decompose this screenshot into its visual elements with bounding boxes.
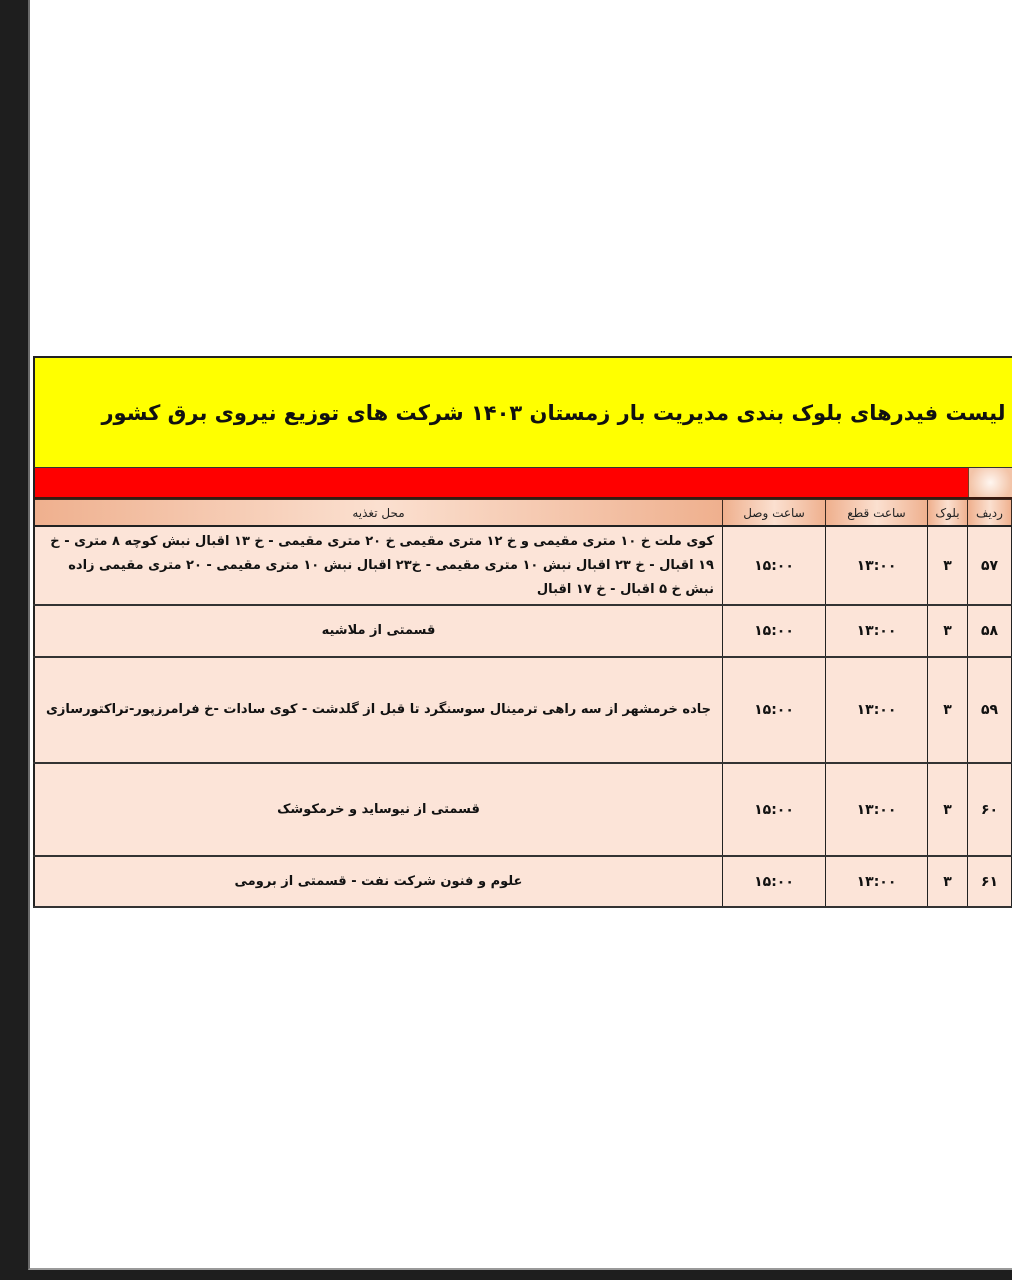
block-number: ۳ [928, 526, 968, 605]
cut-time: ۱۳:۰۰ [826, 657, 928, 763]
title-band [33, 356, 1012, 468]
cut-time: ۱۳:۰۰ [826, 526, 928, 605]
row-number: ۶۱ [968, 856, 1012, 907]
table-header-row [34, 500, 1012, 527]
connect-time: ۱۵:۰۰ [723, 605, 826, 657]
row-number: ۵۸ [968, 605, 1012, 657]
connect-time: ۱۵:۰۰ [723, 657, 826, 763]
block-number: ۳ [928, 856, 968, 907]
connect-time: ۱۵:۰۰ [723, 763, 826, 856]
header-row-number: ردیف [968, 500, 1012, 527]
table-row [34, 526, 1012, 605]
feed-location: کوی ملت خ ۱۰ متری مقیمی و خ ۱۲ متری مقیمی خ ۲۰ متری مقیمی - خ ۱۳ اقبال نبش کوچه ۸ متری - خ ۱۹ اقبال - خ ۲۳ اقبال نبش ۱۰ متری مقیمی - خ۲۳ اقبال نبش ۱۰ متری مقیمی - ۲۰ متری مقیمی زاده نبش خ ۵ اقبال - خ ۱۷ اقبال [34, 526, 723, 605]
header-connect-time: ساعت وصل [723, 500, 826, 527]
document-title: لیست فیدرهای بلوک بندی مدیریت بار زمستان ۱۴۰۳ شرکت های توزیع نیروی برق کشور [101, 400, 1006, 425]
feed-location: قسمتی از ملاشیه [34, 605, 723, 657]
header-cut-time: ساعت قطع [826, 500, 928, 527]
cut-time: ۱۳:۰۰ [826, 856, 928, 907]
table-row [34, 763, 1012, 856]
cut-time: ۱۳:۰۰ [826, 763, 928, 856]
feed-location: علوم و فنون شرکت نفت - قسمتی از برومی [34, 856, 723, 907]
red-separator-band [33, 468, 1012, 499]
row-number: ۵۹ [968, 657, 1012, 763]
header-block: بلوک [928, 500, 968, 527]
red-band-fill [35, 468, 968, 497]
header-location: محل تغذیه [34, 500, 723, 527]
block-number: ۳ [928, 763, 968, 856]
feed-location: جاده خرمشهر از سه راهی ترمینال سوسنگرد تا قبل از گلدشت - کوی سادات -خ فرامرزپور-تراکتورسازی [34, 657, 723, 763]
connect-time: ۱۵:۰۰ [723, 856, 826, 907]
block-number: ۳ [928, 605, 968, 657]
table-row [34, 856, 1012, 907]
feed-location: قسمتی از نیوساید و خرمکوشک [34, 763, 723, 856]
table-row [34, 605, 1012, 657]
row-number: ۶۰ [968, 763, 1012, 856]
cut-time: ۱۳:۰۰ [826, 605, 928, 657]
feeder-table [33, 499, 1012, 908]
row-number: ۵۷ [968, 526, 1012, 605]
corner-cell [968, 468, 1012, 497]
table-row [34, 657, 1012, 763]
connect-time: ۱۵:۰۰ [723, 526, 826, 605]
load-management-sheet [33, 356, 1012, 908]
block-number: ۳ [928, 657, 968, 763]
